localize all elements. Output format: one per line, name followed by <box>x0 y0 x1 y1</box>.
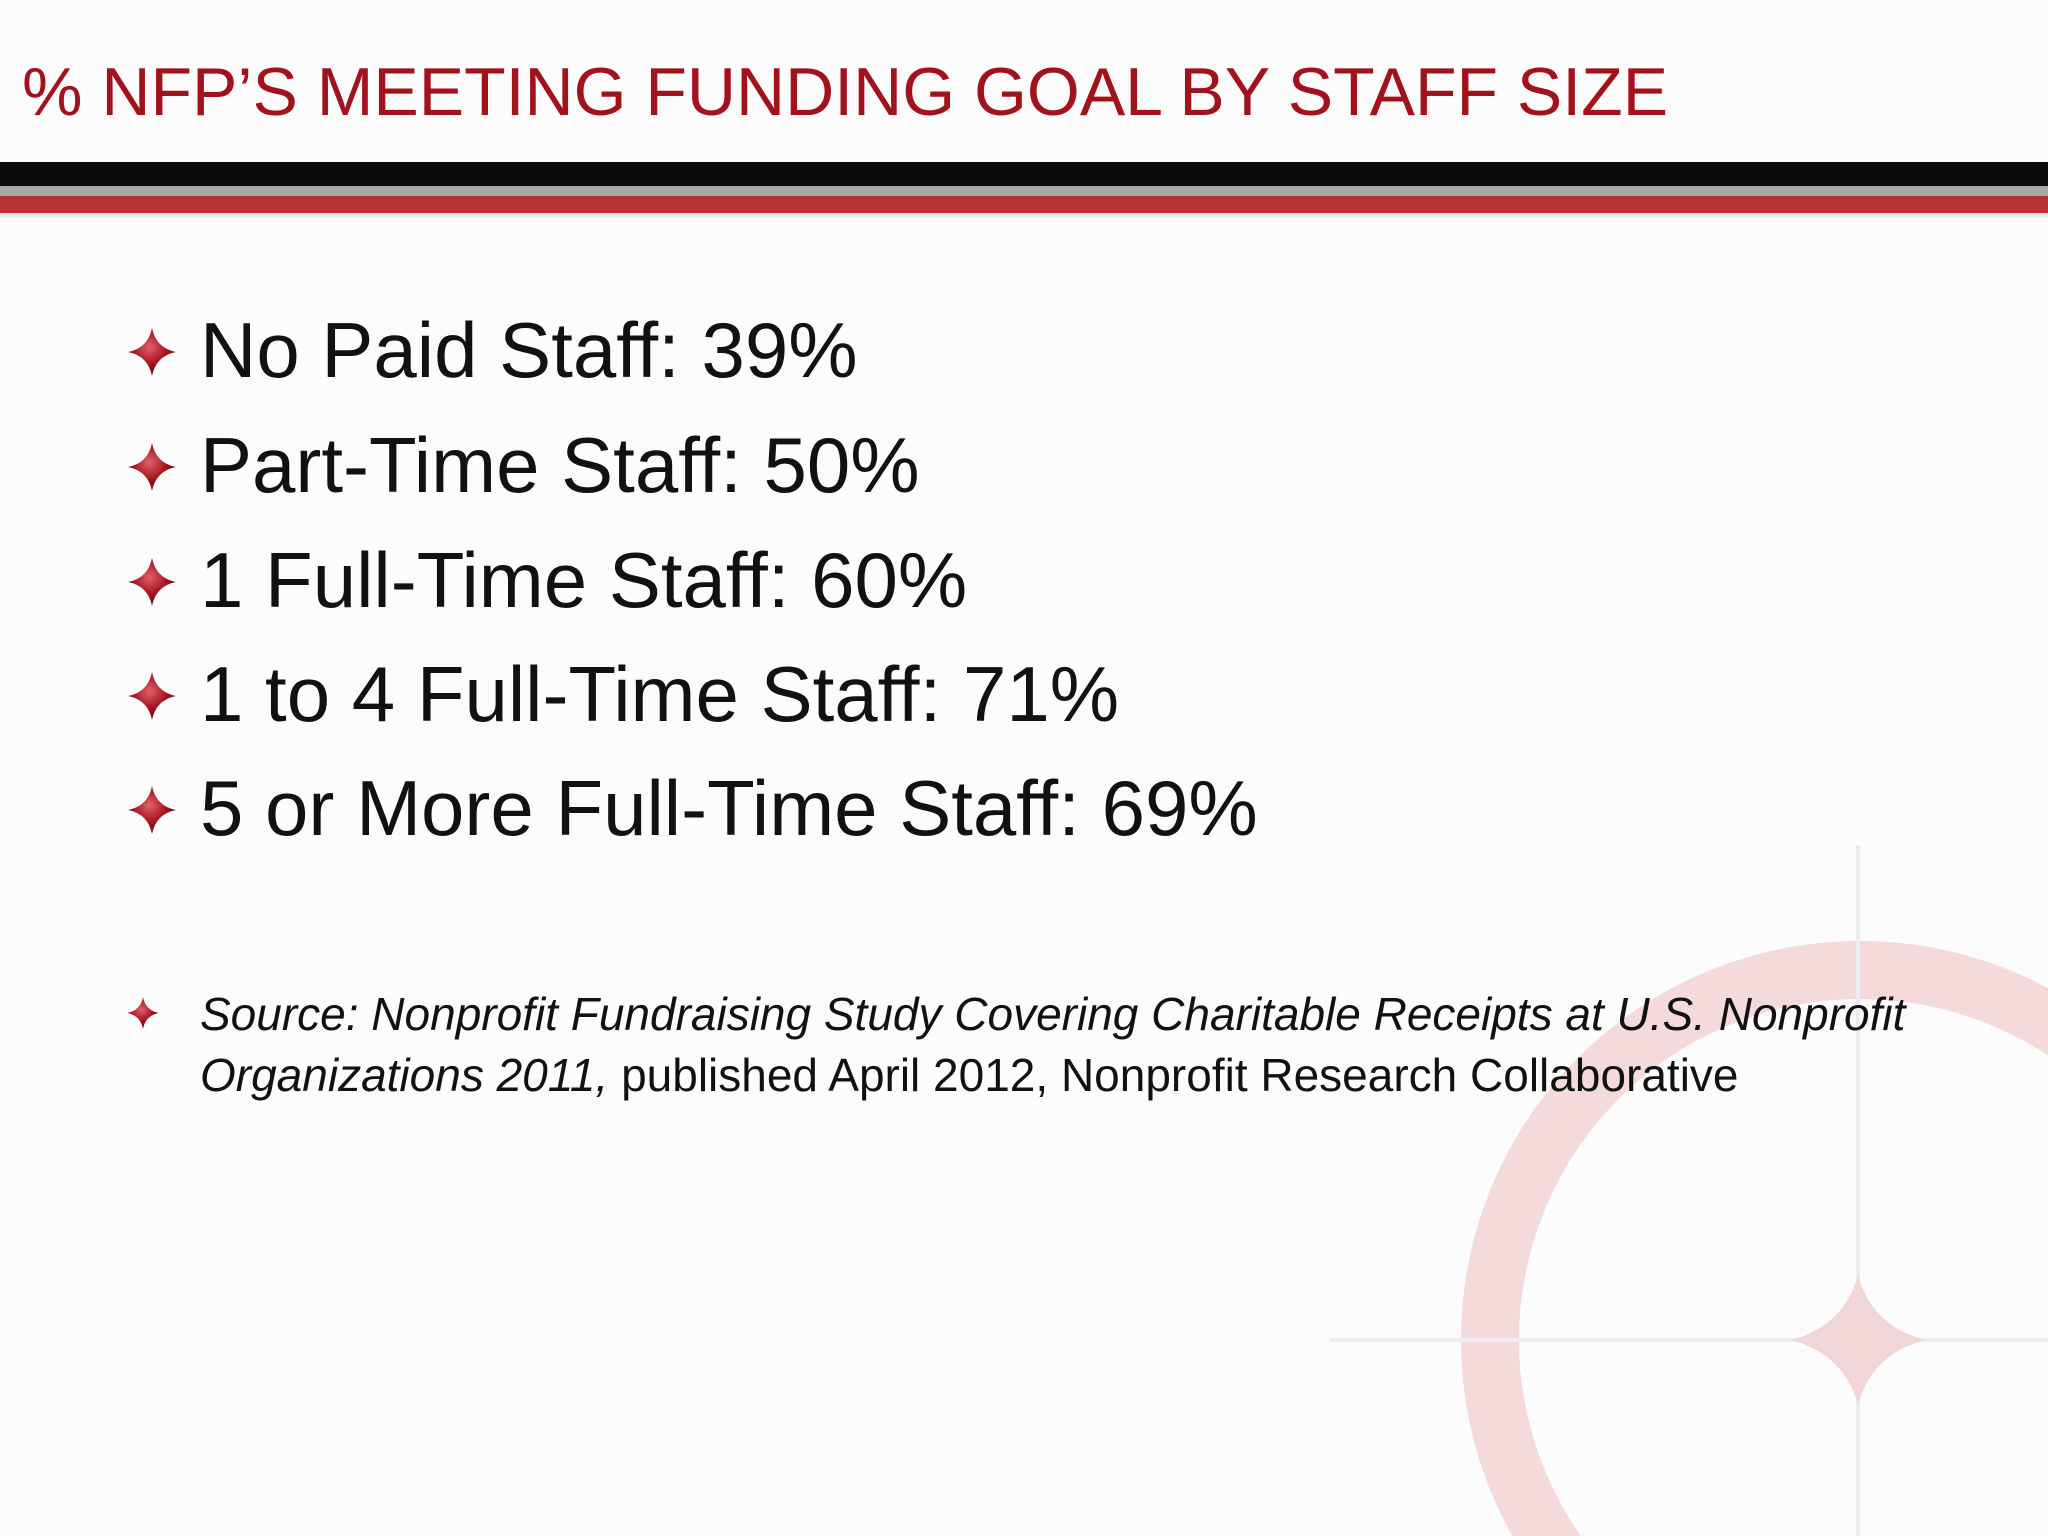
source-citation <box>200 984 1920 1106</box>
diamond-bullet-icon <box>126 996 160 1030</box>
bullet-item-1-to-4-full-time-staff: 1 to 4 Full-Time Staff: 71% <box>200 650 1120 738</box>
bullet-item-part-time-staff: Part-Time Staff: 50% <box>200 421 920 509</box>
diamond-bullet-icon <box>126 784 178 836</box>
bullet-item-no-paid-staff: No Paid Staff: 39% <box>200 306 858 394</box>
diamond-bullet-icon <box>126 441 178 493</box>
diamond-bullet-icon <box>126 670 178 722</box>
source-citation-plain: published April 2012, Nonprofit Research Collaborative <box>608 1049 1739 1101</box>
bullet-item-5-or-more-full-time-staff: 5 or More Full-Time Staff: 69% <box>200 764 1258 852</box>
source-citation-italic: Source: Nonprofit Fundraising Study Covering Charitable Receipts at U.S. Nonprofit Organizations 2011, <box>200 988 1906 1101</box>
diamond-bullet-icon <box>126 556 178 608</box>
slide-title: % NFP’S MEETING FUNDING GOAL BY STAFF SIZE <box>22 54 1669 130</box>
diamond-bullet-icon <box>126 326 178 378</box>
bullet-item-1-full-time-staff: 1 Full-Time Staff: 60% <box>200 536 968 624</box>
